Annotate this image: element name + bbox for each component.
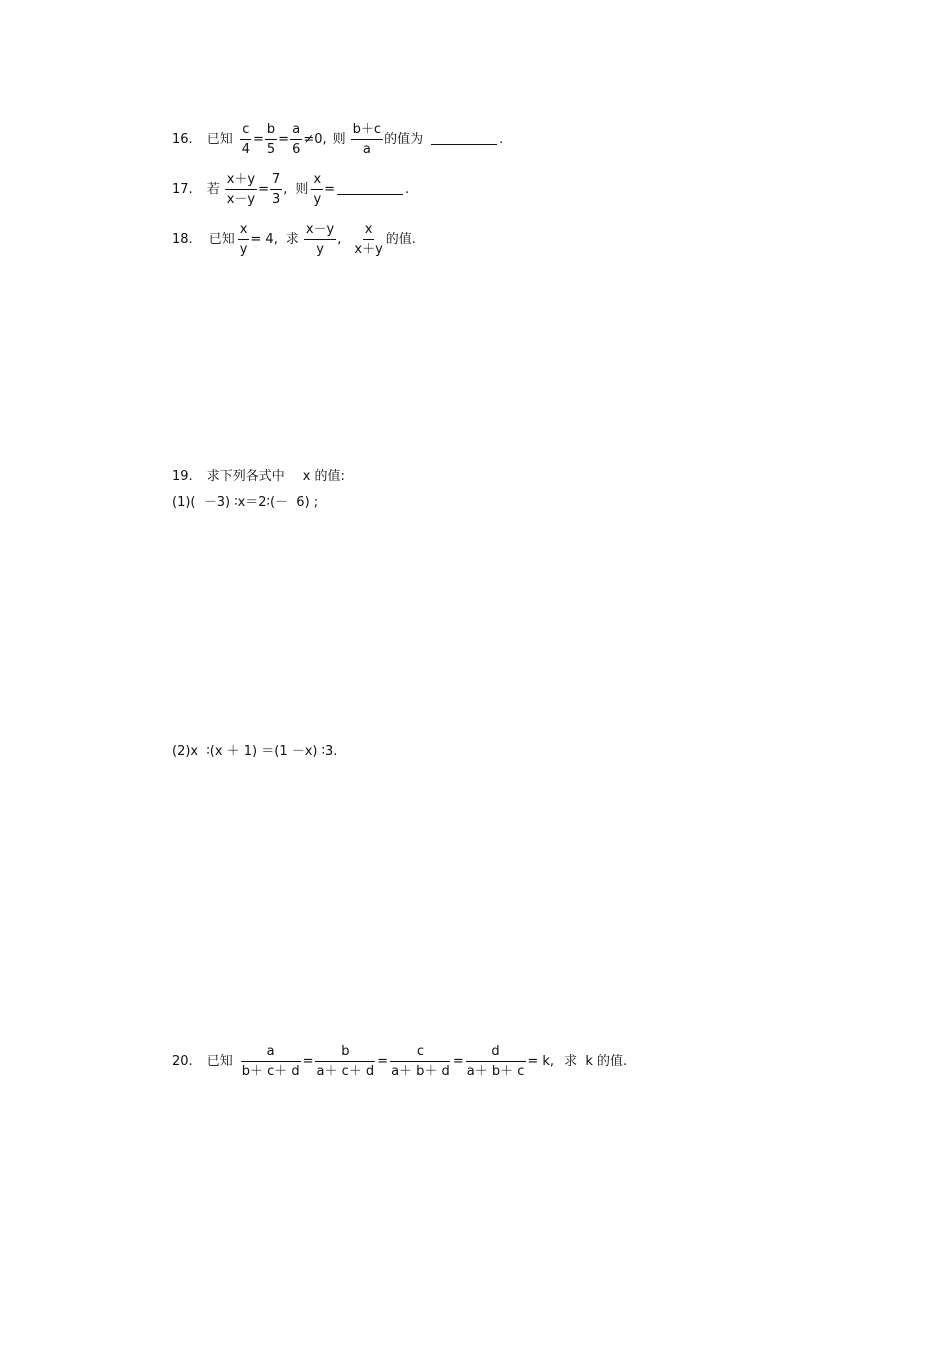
question-text: 已知	[208, 232, 235, 247]
denominator: 5	[266, 142, 276, 157]
not-equal-zero: ≠0,	[303, 132, 327, 147]
question-16	[172, 122, 503, 157]
fraction	[304, 222, 336, 257]
question-20	[172, 1044, 627, 1079]
denominator: y	[239, 242, 248, 257]
fraction	[315, 1044, 377, 1079]
numerator: x	[363, 222, 375, 240]
numerator: x	[311, 172, 323, 190]
equals-sign: =	[302, 1054, 314, 1069]
denominator: b＋ c＋ d	[241, 1064, 300, 1079]
numerator: c	[240, 122, 251, 140]
question-text: 求下列各式中	[206, 469, 285, 484]
question-text: 求 k 的值.	[564, 1054, 628, 1069]
equals-value: = 4,	[250, 232, 278, 247]
question-19	[172, 470, 345, 483]
question-text: 已知	[206, 132, 233, 147]
question-19-part-1	[172, 496, 318, 509]
numerator: b＋c	[351, 122, 383, 140]
numerator: b	[315, 1044, 375, 1062]
question-text: 的值为	[384, 132, 424, 147]
comma: ,	[283, 182, 288, 197]
numerator: d	[466, 1044, 526, 1062]
numerator: a	[290, 122, 302, 140]
question-17	[172, 172, 409, 207]
fraction	[389, 1044, 452, 1079]
question-text: 则	[295, 182, 309, 197]
question-number: 19.	[172, 469, 193, 484]
question-text: x 的值:	[302, 469, 345, 484]
question-18	[172, 222, 416, 257]
equals-sign: =	[258, 182, 269, 197]
equals-sign: =	[252, 132, 264, 147]
fraction	[290, 122, 302, 157]
equals-value: = k,	[527, 1054, 555, 1069]
question-number: 17.	[172, 182, 193, 197]
numerator: x＋y	[225, 172, 257, 190]
numerator: 7	[270, 172, 282, 190]
denominator: 3	[272, 192, 281, 207]
question-text: 若	[206, 182, 220, 197]
question-text: 求	[285, 232, 299, 247]
period: .	[499, 132, 504, 147]
question-number: 20.	[172, 1054, 193, 1069]
denominator: a＋ c＋ d	[316, 1064, 375, 1079]
denominator: x＋y	[354, 242, 383, 257]
equation-text: (1)( －3) ∶x＝2∶(－ 6) ;	[172, 495, 319, 510]
fraction	[265, 122, 277, 157]
denominator: a＋ b＋ c	[466, 1064, 525, 1079]
question-text: 的值.	[385, 232, 416, 247]
denominator: a＋ b＋ d	[391, 1064, 450, 1079]
question-text: 则	[332, 132, 346, 147]
denominator: a	[362, 142, 371, 157]
numerator: x－y	[304, 222, 336, 240]
equals-sign: =	[324, 182, 336, 197]
equals-sign: =	[377, 1054, 389, 1069]
equals-sign: =	[452, 1054, 464, 1069]
fraction	[238, 222, 250, 257]
denominator: 4	[241, 142, 250, 157]
denominator: y	[313, 192, 322, 207]
numerator: x	[238, 222, 250, 240]
question-number: 16.	[172, 132, 193, 147]
numerator: b	[265, 122, 277, 140]
fraction	[270, 172, 282, 207]
fraction	[311, 172, 323, 207]
fraction	[225, 172, 257, 207]
numerator: a	[241, 1044, 301, 1062]
question-19-part-2	[172, 745, 337, 758]
fraction	[352, 222, 384, 257]
question-text: 已知	[206, 1054, 233, 1069]
fraction	[465, 1044, 527, 1079]
fraction	[240, 122, 252, 157]
period: .	[405, 182, 410, 197]
answer-blank[interactable]	[337, 184, 403, 195]
fraction	[240, 1044, 302, 1079]
answer-blank[interactable]	[431, 134, 497, 145]
numerator: c	[390, 1044, 450, 1062]
equation-text: (2)x ∶(x ＋ 1) ＝(1 －x) ∶3.	[172, 744, 338, 759]
equals-sign: =	[278, 132, 290, 147]
question-number: 18.	[172, 232, 193, 247]
denominator: x－y	[226, 192, 256, 207]
denominator: 6	[292, 142, 301, 157]
fraction	[351, 122, 383, 157]
denominator: y	[316, 242, 324, 257]
comma: ,	[337, 232, 342, 247]
